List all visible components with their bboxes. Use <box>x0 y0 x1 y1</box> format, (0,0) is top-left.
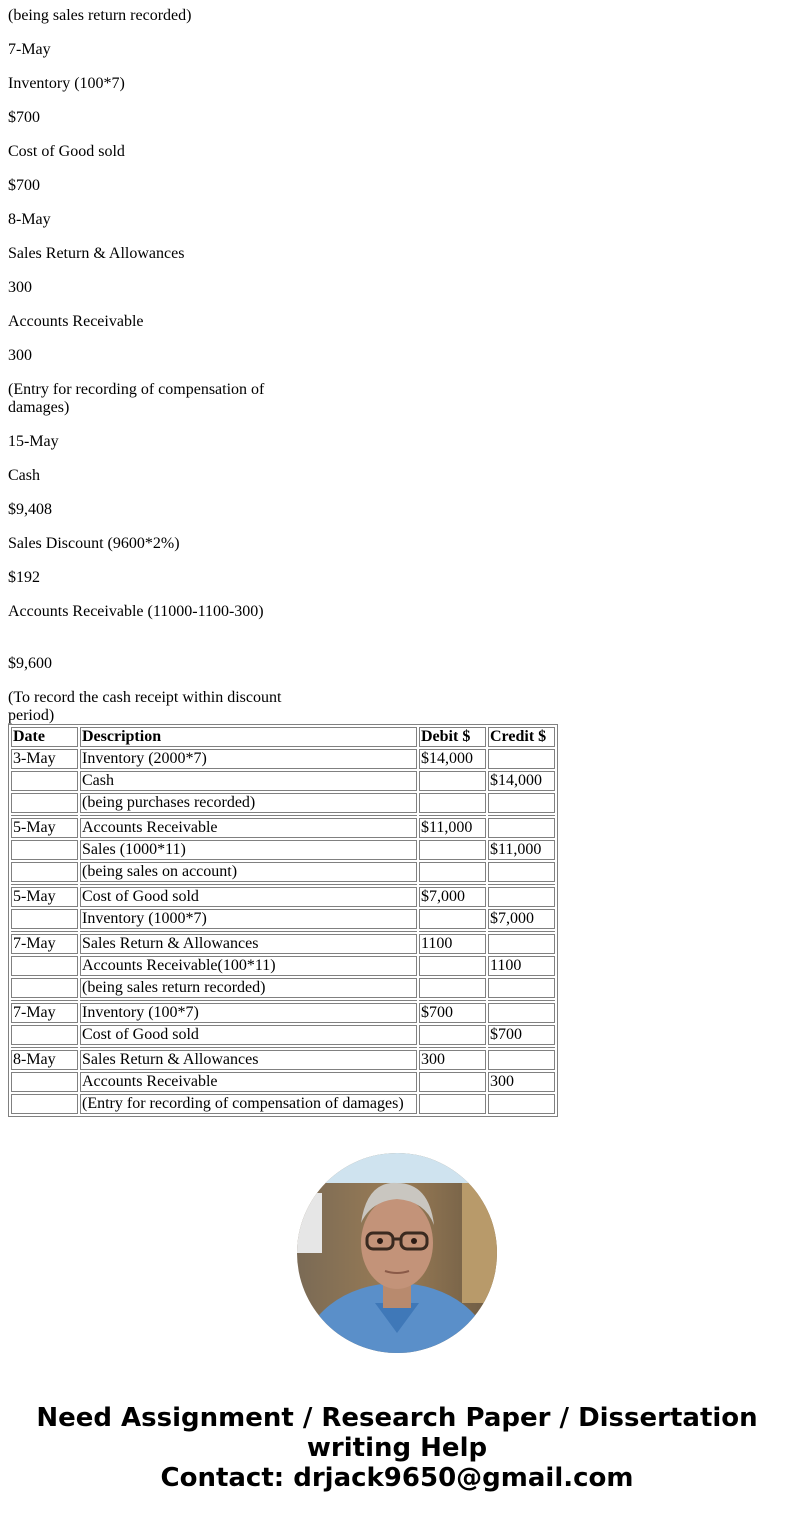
journal-line: Cost of Good sold <box>8 143 125 160</box>
separator-cell <box>11 815 78 816</box>
cell-date: 7-May <box>11 1003 78 1023</box>
journal-line: 8-May <box>8 211 51 228</box>
cell-debit <box>419 1094 486 1114</box>
cell-debit <box>419 862 486 882</box>
journal-line: Inventory (100*7) <box>8 75 125 92</box>
separator-cell <box>11 1000 78 1001</box>
cell-date: 5-May <box>11 818 78 838</box>
cell-date <box>11 909 78 929</box>
cell-debit <box>419 909 486 929</box>
journal-line: Sales Discount (9600*2%) <box>8 535 180 552</box>
table-row <box>11 793 555 813</box>
cell-description: Cost of Good sold <box>80 887 417 907</box>
cell-debit <box>419 840 486 860</box>
cell-debit: $11,000 <box>419 818 486 838</box>
cta-line-1: Need Assignment / Research Paper / Dissertation <box>36 1403 758 1433</box>
journal-line: (To record the cash receipt within discount period) <box>8 689 282 724</box>
cell-credit <box>488 1003 555 1023</box>
table-row <box>11 1094 555 1114</box>
table-row <box>11 909 555 929</box>
table-row <box>11 1003 555 1023</box>
table-row <box>11 862 555 882</box>
cell-credit <box>488 1094 555 1114</box>
separator-cell <box>11 884 78 885</box>
table-row <box>11 749 555 769</box>
cell-description: Accounts Receivable <box>80 1072 417 1092</box>
cell-description: (being purchases recorded) <box>80 793 417 813</box>
table-row <box>11 1072 555 1092</box>
journal-line: 300 <box>8 347 32 364</box>
header-debit: Debit $ <box>419 727 486 747</box>
cell-debit: 1100 <box>419 934 486 954</box>
journal-table <box>8 724 558 1117</box>
cell-date <box>11 1072 78 1092</box>
entry-separator <box>11 884 555 885</box>
separator-cell <box>419 931 486 932</box>
cell-debit <box>419 956 486 976</box>
cell-description: Accounts Receivable(100*11) <box>80 956 417 976</box>
cell-date <box>11 862 78 882</box>
cell-description: Sales (1000*11) <box>80 840 417 860</box>
journal-line: $192 <box>8 569 40 586</box>
separator-cell <box>80 884 417 885</box>
journal-line: Cash <box>8 467 40 484</box>
table-row <box>11 840 555 860</box>
cell-description: Inventory (1000*7) <box>80 909 417 929</box>
cell-credit <box>488 793 555 813</box>
cell-description: (being sales on account) <box>80 862 417 882</box>
cell-date <box>11 793 78 813</box>
cell-credit <box>488 749 555 769</box>
cell-description: Accounts Receivable <box>80 818 417 838</box>
journal-line: $700 <box>8 109 40 126</box>
table-row <box>11 771 555 791</box>
cell-credit <box>488 1050 555 1070</box>
separator-cell <box>11 1047 78 1048</box>
table-row <box>11 934 555 954</box>
cell-description: Inventory (100*7) <box>80 1003 417 1023</box>
table-row <box>11 1025 555 1045</box>
cell-description: Cost of Good sold <box>80 1025 417 1045</box>
cell-credit <box>488 887 555 907</box>
header-description: Description <box>80 727 417 747</box>
cell-description: (Entry for recording of compensation of damages) <box>80 1094 417 1114</box>
cell-debit <box>419 771 486 791</box>
journal-line: (being sales return recorded) <box>8 7 192 24</box>
table-row <box>11 818 555 838</box>
contact-banner <box>0 1403 794 1493</box>
separator-cell <box>488 1047 555 1048</box>
cell-description: Sales Return & Allowances <box>80 1050 417 1070</box>
cell-date: 7-May <box>11 934 78 954</box>
table-row <box>11 956 555 976</box>
cell-debit <box>419 978 486 998</box>
journal-line: Sales Return & Allowances <box>8 245 185 262</box>
separator-cell <box>80 931 417 932</box>
cell-credit: $7,000 <box>488 909 555 929</box>
entry-separator <box>11 815 555 816</box>
cell-description: Sales Return & Allowances <box>80 934 417 954</box>
separator-cell <box>419 1000 486 1001</box>
journal-line: (Entry for recording of compensation of damages) <box>8 381 265 416</box>
cell-date <box>11 1094 78 1114</box>
journal-line: $700 <box>8 177 40 194</box>
table-body <box>11 749 555 1114</box>
header-credit: Credit $ <box>488 727 555 747</box>
author-avatar <box>297 1153 497 1353</box>
separator-cell <box>419 815 486 816</box>
cell-debit <box>419 1072 486 1092</box>
entry-separator <box>11 1000 555 1001</box>
table-row <box>11 978 555 998</box>
cta-line-2: writing Help <box>306 1433 488 1463</box>
cell-description: Inventory (2000*7) <box>80 749 417 769</box>
cell-date: 5-May <box>11 887 78 907</box>
separator-cell <box>419 884 486 885</box>
separator-cell <box>419 1047 486 1048</box>
table-header-row <box>11 727 555 747</box>
separator-cell <box>488 884 555 885</box>
separator-cell <box>80 815 417 816</box>
cell-credit <box>488 818 555 838</box>
cell-description: (being sales return recorded) <box>80 978 417 998</box>
cell-credit: $11,000 <box>488 840 555 860</box>
cta-line-3: Contact: drjack9650@gmail.com <box>160 1463 634 1493</box>
cell-credit <box>488 934 555 954</box>
separator-cell <box>488 1000 555 1001</box>
journal-table-viewport <box>8 724 558 1123</box>
cell-debit <box>419 1025 486 1045</box>
journal-text-block <box>8 7 308 724</box>
cell-date <box>11 956 78 976</box>
cell-credit: 300 <box>488 1072 555 1092</box>
separator-cell <box>80 1000 417 1001</box>
table-row <box>11 887 555 907</box>
journal-line: Accounts Receivable <box>8 313 144 330</box>
journal-line: 15-May <box>8 433 59 450</box>
journal-line: 300 <box>8 279 32 296</box>
header-date: Date <box>11 727 78 747</box>
journal-line: Accounts Receivable (11000-1100-300) <box>8 603 264 620</box>
separator-cell <box>11 931 78 932</box>
cell-debit: $700 <box>419 1003 486 1023</box>
separator-cell <box>488 931 555 932</box>
separator-cell <box>80 1047 417 1048</box>
entry-separator <box>11 931 555 932</box>
journal-line: 7-May <box>8 41 51 58</box>
cell-date <box>11 1025 78 1045</box>
journal-line: $9,600 <box>8 655 52 672</box>
cell-date <box>11 978 78 998</box>
cell-debit: $7,000 <box>419 887 486 907</box>
cell-credit: $700 <box>488 1025 555 1045</box>
separator-cell <box>488 815 555 816</box>
cell-debit: 300 <box>419 1050 486 1070</box>
cell-description: Cash <box>80 771 417 791</box>
person-portrait-icon <box>297 1153 497 1353</box>
cell-date <box>11 771 78 791</box>
cell-credit: $14,000 <box>488 771 555 791</box>
cell-credit <box>488 978 555 998</box>
cell-debit <box>419 793 486 813</box>
cell-date: 8-May <box>11 1050 78 1070</box>
cell-credit: 1100 <box>488 956 555 976</box>
cell-credit <box>488 862 555 882</box>
cell-debit: $14,000 <box>419 749 486 769</box>
entry-separator <box>11 1047 555 1048</box>
cell-date: 3-May <box>11 749 78 769</box>
table-row <box>11 1050 555 1070</box>
cell-date <box>11 840 78 860</box>
journal-line: $9,408 <box>8 501 52 518</box>
